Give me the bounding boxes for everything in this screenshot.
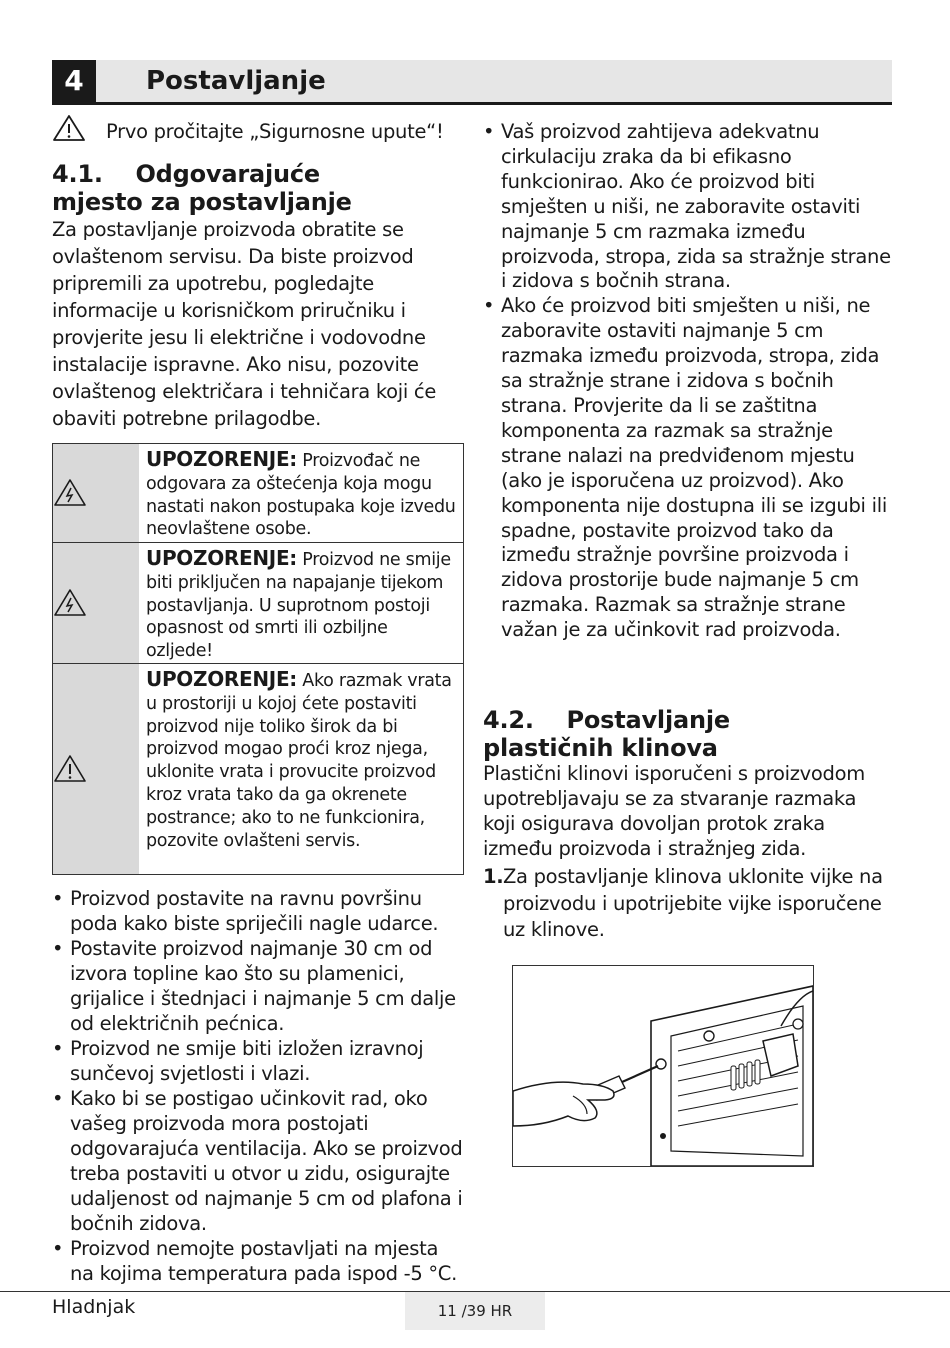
section-4-1-title-line1: 4.1. Odgovarajuće: [52, 160, 320, 188]
step-number: 1.: [483, 865, 504, 888]
footer-page-number: 11 /39 HR: [405, 1292, 545, 1330]
plastic-wedge-installation-illustration: [512, 965, 814, 1167]
warning-text: [139, 664, 463, 874]
list-item: • Proizvod nemojte postavljati na mjesta na kojima temperatura pada ispod -5 °C.: [52, 1236, 467, 1286]
warning-body: Ako razmak vrata u prostoriji u kojoj ćete postaviti proizvod nije toliko širok da bi proizvod mogao proći kroz njega, uklonite vrata i provucite proizvod kroz vrata tako da ga okrenete postrance; ako to ne funkcionira, pozovite ovlašteni servis.: [146, 671, 452, 851]
warning-row: [53, 543, 463, 664]
footer-product-name: Hladnjak: [52, 1296, 136, 1318]
note-text: Prvo pročitajte „Sigurnosne upute“!: [106, 120, 444, 143]
step-text: Za postavljanje klinova uklonite vijke na proizvodu i upotrijebite vijke isporučene uz klinove.: [503, 865, 883, 941]
warning-label: UPOZORENJE:: [146, 667, 298, 691]
warning-body: Proizvod ne smije biti priključen na napajanje tijekom postavljanja. U suprotnom postoji opasnost od smrti ili ozbiljne ozljede!: [146, 550, 451, 662]
section-4-2-title-line2: plastičnih klinova: [483, 734, 718, 762]
section-4-1-title: [52, 160, 464, 216]
list-item: • Ako će proizvod biti smješten u niši, ne zaboravite ostaviti najmanje 5 cm razmaka između proizvoda, stropa, zida sa stražnje strane i zidova s bočnih strana. Provjerite da li se zaštitna komponenta za razmak sa stražnje strane nalazi na predviđenom mjestu (ako je isporučena uz proizvod). Ako komponenta nije dostupna ili se izgubi ili spadne, postavite proizvod tako da između stražnje površine proizvoda i zidova prostorije bude najmanje 5 cm razmaka. Razmak sa stražnje strane važan je za učinkovit rad proizvoda.: [483, 294, 893, 643]
read-safety-note: [52, 114, 472, 144]
section-4-2-title: [483, 706, 893, 762]
list-item: • Vaš proizvod zahtijeva adekvatnu cirkulaciju zraka da bi efikasno funkcionirao. Ako će proizvod biti smješten u niši, ne zaboravite ostaviti najmanje 5 cm razmaka između proizvoda, stropa, zida sa stražnje strane i zidova s bočnih strana.: [483, 120, 893, 294]
warning-icon-cell: [53, 543, 139, 663]
warning-label: UPOZORENJE:: [146, 546, 298, 570]
warning-body: Proizvođač ne odgovara za oštećenja koja mogu nastati nakon postupaka koje izvedu neovlaštene osobe.: [146, 451, 456, 540]
list-item: • Kako bi se postigao učinkovit rad, oko vašeg proizvoda mora postojati odgovarajuća ventilacija. Ako se proizvod treba postaviti u otvor u zidu, osigurajte udaljenost od najmanje 5 cm od plafona i bočnih zidova.: [52, 1086, 467, 1236]
warnings-table: [52, 443, 464, 875]
screwdriver-illustration: [513, 966, 813, 1166]
warning-icon: [52, 114, 86, 142]
list-item: • Proizvod postavite na ravnu površinu poda kako biste spriječili nagle udarce.: [52, 886, 467, 936]
right-bullet-list: [483, 120, 893, 643]
installation-step: [483, 864, 898, 944]
list-item: • Proizvod ne smije biti izložen izravnoj sunčevoj svjetlosti i vlazi.: [52, 1036, 467, 1086]
warning-icon: [53, 754, 87, 784]
list-item: • Postavite proizvod najmanje 30 cm od izvora topline kao što su plamenici, grijalice i štednjaci i najmanje 5 cm dalje od električnih pećnica.: [52, 936, 467, 1036]
electric-warning-icon: [53, 478, 87, 508]
electric-warning-icon: [53, 588, 87, 618]
warning-text: [139, 543, 463, 663]
chapter-number: 4: [52, 60, 96, 105]
section-4-2-title-line1: 4.2. Postavljanje: [483, 706, 730, 734]
warning-row: [53, 444, 463, 543]
warning-icon-cell: [53, 444, 139, 542]
warning-row: [53, 664, 463, 874]
chapter-header: [52, 60, 892, 105]
warning-text: [139, 444, 463, 542]
warning-icon-cell: [53, 664, 139, 874]
left-bullet-list: [52, 886, 467, 1286]
chapter-title: Postavljanje: [146, 66, 326, 96]
section-4-1-paragraph: Za postavljanje proizvoda obratite se ovlaštenom servisu. Da biste proizvod pripremili za upotrebu, pogledajte informacije u korisničkom priručniku i provjerite jesu li električne i vodovodne instalacije ispravne. Ako nisu, pozovite ovlaštenog električara i tehničara koji će obaviti potrebne prilagodbe.: [52, 218, 437, 430]
warning-label: UPOZORENJE:: [146, 447, 298, 471]
section-4-1-title-line2: mjesto za postavljanje: [52, 188, 352, 216]
section-4-2-paragraph: Plastični klinovi isporučeni s proizvodom upotrebljavaju se za stvaranje razmaka koji osigurava dovoljan protok zraka između proizvoda i stražnjeg zida.: [483, 762, 865, 860]
